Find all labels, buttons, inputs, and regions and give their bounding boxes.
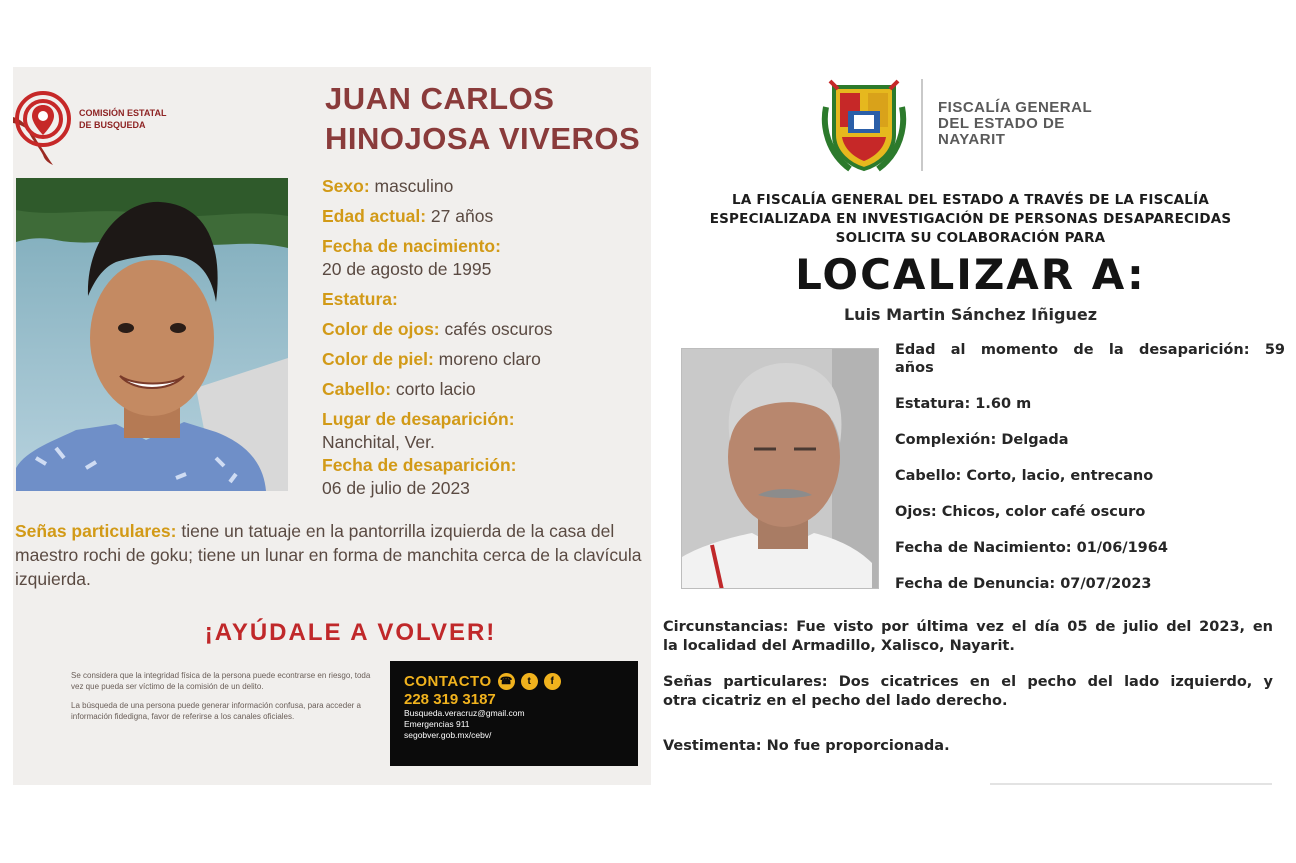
- name-line2: HINOJOSA VIVEROS: [325, 121, 641, 156]
- agency-name-line2: DEL ESTADO DE: [938, 115, 1065, 132]
- clothing: Vestimenta: No fue proporcionada.: [663, 738, 950, 754]
- agency-name-line3: NAYARIT: [938, 131, 1006, 148]
- fact-nacimiento-value: 20 de agosto de 1995: [322, 259, 492, 279]
- agency-name-line1: COMISIÓN ESTATAL: [79, 108, 167, 118]
- circumstances-line2: la localidad del Armadillo, Xalisco, Nayarit.: [663, 638, 1015, 654]
- fact-fecha-desaparicion-label: Fecha de desaparición:: [322, 455, 517, 475]
- contact-phone[interactable]: 228 319 3187: [404, 691, 496, 708]
- disclaimer-paragraph-2: La búsqueda de una persona puede generar información confusa, para acceder a información fidedigna, favor de referirse a los canales oficiales.: [71, 701, 361, 721]
- facebook-icon: f: [544, 673, 561, 690]
- fact-nacimiento-label: Fecha de nacimiento:: [322, 236, 501, 256]
- fact-edad: Edad actual: 27 años: [322, 206, 494, 226]
- circumstances-line1: Circunstancias: Fue visto por última vez el día 05 de julio del 2023, en: [663, 619, 1273, 635]
- fact-piel: Color de piel: moreno claro: [322, 349, 541, 369]
- fact-lugar-label: Lugar de desaparición:: [322, 409, 515, 429]
- contact-title: CONTACTO: [404, 673, 492, 690]
- fact-ojos: Ojos: Chicos, color café oscuro: [895, 504, 1146, 520]
- left-missing-person-flyer: [13, 67, 651, 785]
- fact-edad-line2: años: [895, 360, 934, 376]
- missing-person-photo-young-man: [16, 178, 288, 491]
- nayarit-coat-of-arms-icon: [820, 77, 908, 175]
- fact-cabello: Cabello: Corto, lacio, entrecano: [895, 468, 1154, 484]
- intro-line1: LA FISCALÍA GENERAL DEL ESTADO A TRAVÉS DE LA FISCALÍA: [732, 192, 1209, 208]
- missing-person-photo-older-man: [682, 349, 879, 589]
- fact-cabello: Cabello: corto lacio: [322, 379, 476, 399]
- fact-fecha-desaparicion-value: 06 de julio de 2023: [322, 478, 470, 498]
- headline: LOCALIZAR A:: [795, 250, 1146, 299]
- intro-line2: ESPECIALIZADA EN INVESTIGACIÓN DE PERSONAS DESAPARECIDAS: [709, 211, 1232, 227]
- fact-ojos: Color de ojos: cafés oscuros: [322, 319, 553, 339]
- fact-sexo: Sexo: masculino: [322, 176, 454, 196]
- agency-name: [938, 100, 1092, 148]
- fact-edad-line1: Edad al momento de la desaparición: 59: [895, 342, 1285, 358]
- phone-icon: ☎: [498, 673, 515, 690]
- intro-text: [655, 191, 1286, 248]
- contact-web[interactable]: segobver.gob.mx/cebv/: [404, 730, 492, 740]
- twitter-icon: t: [521, 673, 538, 690]
- contact-header: [404, 673, 624, 690]
- missing-person-name: Luis Martin Sánchez Iñiguez: [843, 305, 1098, 324]
- facts-list: [895, 341, 1285, 593]
- distinguishing-marks: Señas particulares: tiene un tatuaje en la pantorrilla izquierda de la casa del maestro rochi de goku; tiene un lunar en forma de manchita cerca de la clavícula izquierda.: [15, 521, 642, 589]
- name-line1: JUAN CARLOS: [325, 81, 555, 116]
- disclaimer: [71, 670, 381, 730]
- fact-nacimiento: Fecha de Nacimiento: 01/06/1964: [895, 540, 1168, 556]
- facts-list: [322, 175, 642, 507]
- distinguishing-marks: [663, 673, 1273, 711]
- bottom-rule: [990, 783, 1272, 785]
- distinguishing-marks-line2: otra cicatriz en el pecho del lado derecho.: [663, 693, 1008, 709]
- agency-name-line2: DE BUSQUEDA: [79, 120, 146, 130]
- right-missing-person-flyer: [655, 67, 1286, 785]
- fact-complexion: Complexión: Delgada: [895, 432, 1069, 448]
- missing-person-photo: [16, 178, 288, 491]
- intro-line3: SOLICITA SU COLABORACIÓN PARA: [835, 230, 1106, 246]
- agency-name: [79, 107, 199, 131]
- contact-emergency: Emergencias 911: [404, 719, 470, 729]
- circumstances: [663, 618, 1273, 656]
- agency-name-line1: FISCALÍA GENERAL: [938, 99, 1093, 116]
- fact-estatura: Estatura: 1.60 m: [895, 396, 1032, 412]
- missing-person-photo: [681, 348, 879, 589]
- disclaimer-paragraph-1: Se considera que la integridad física de la persona puede econtrarse en riesgo, toda vez que pueda ser víctimo de la comisión de un delito.: [71, 671, 371, 691]
- fact-denuncia: Fecha de Denuncia: 07/07/2023: [895, 576, 1152, 592]
- contact-box: [390, 661, 638, 766]
- slogan: ¡AYÚDALE A VOLVER!: [204, 619, 497, 646]
- fact-lugar-value: Nanchital, Ver.: [322, 432, 435, 452]
- fact-estatura: Estatura:: [322, 289, 398, 309]
- location-pin-map-icon: [13, 89, 77, 165]
- distinguishing-marks-line1: Señas particulares: Dos cicatrices en el pecho del lado izquierdo, y: [663, 674, 1273, 690]
- missing-person-name: [325, 79, 651, 159]
- contact-email[interactable]: Busqueda.veracruz@gmail.com: [404, 708, 525, 718]
- logo-divider: [921, 79, 923, 171]
